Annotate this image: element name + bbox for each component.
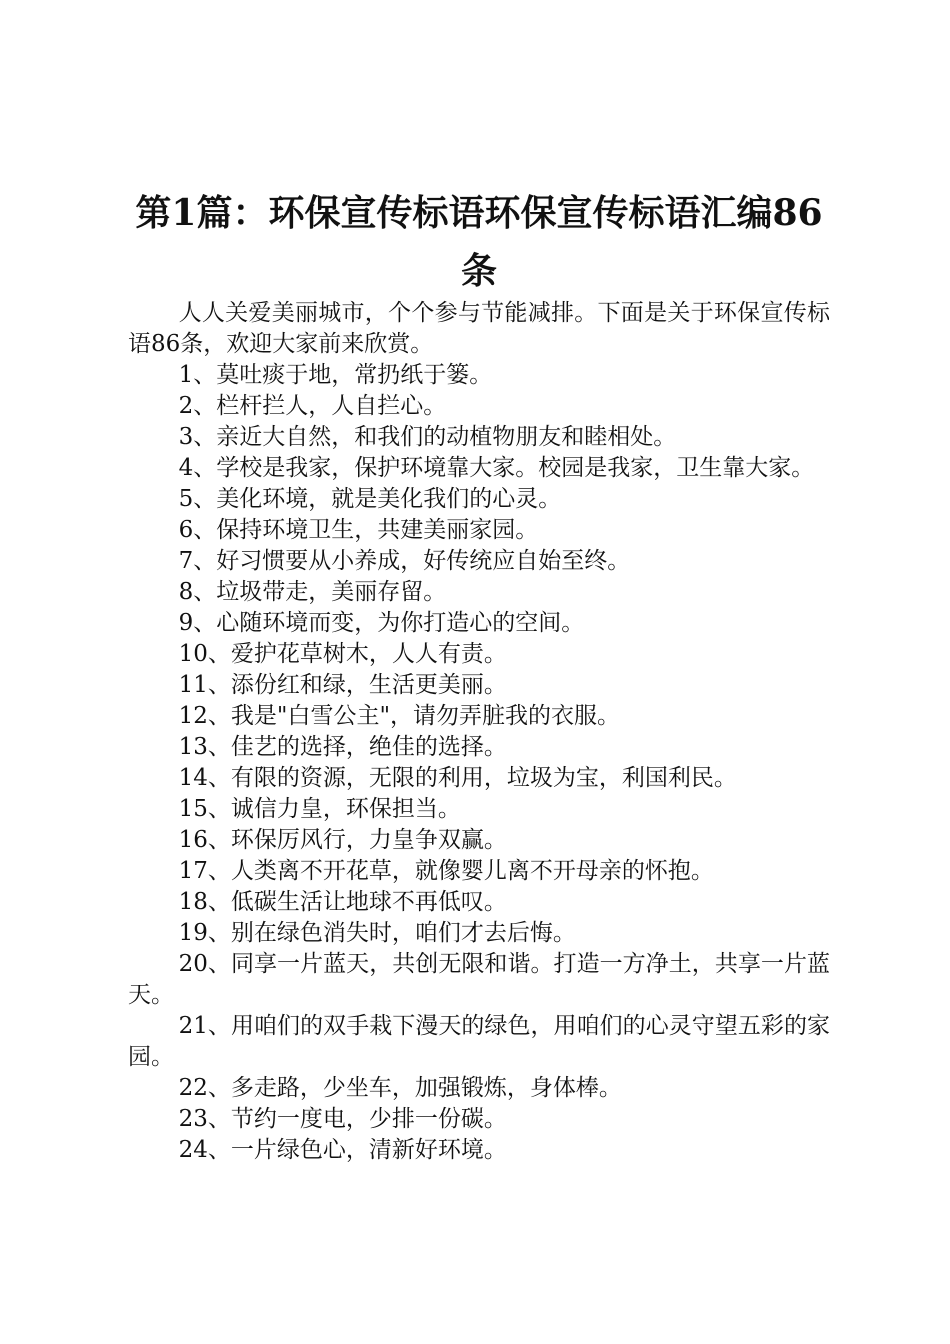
intro-paragraph: 人人关爱美丽城市，个个参与节能减排。下面是关于环保宣传标语86条，欢迎大家前来欣赏。 [128, 300, 830, 357]
list-item: 16、环保厉风行，力皇争双赢。 [178, 827, 507, 853]
list-item: 4、学校是我家，保护环境靠大家。校园是我家，卫生靠大家。 [178, 455, 815, 481]
list-item: 24、一片绿色心，清新好环境。 [178, 1137, 507, 1163]
list-item: 5、美化环境，就是美化我们的心灵。 [178, 486, 562, 512]
list-item: 6、保持环境卫生，共建美丽家园。 [178, 517, 539, 543]
list-item: 8、垃圾带走，美丽存留。 [178, 579, 447, 605]
page-title: 第1篇：环保宣传标语环保宣传标语汇编86条 [135, 192, 823, 292]
list-item: 17、人类离不开花草，就像婴儿离不开母亲的怀抱。 [178, 858, 714, 884]
list-item: 22、多走路，少坐车，加强锻炼，身体棒。 [178, 1075, 622, 1101]
list-item: 21、用咱们的双手栽下漫天的绿色，用咱们的心灵守望五彩的家园。 [128, 1013, 830, 1070]
list-item: 18、低碳生活让地球不再低叹。 [178, 889, 507, 915]
list-item: 3、亲近大自然，和我们的动植物朋友和睦相处。 [178, 424, 677, 450]
list-item: 1、莫吐痰于地，常扔纸于篓。 [178, 362, 493, 388]
list-item: 14、有限的资源，无限的利用，垃圾为宝，利国利民。 [178, 765, 737, 791]
list-item: 19、别在绿色消失时，咱们才去后悔。 [178, 920, 576, 946]
list-item: 11、添份红和绿，生活更美丽。 [178, 672, 507, 698]
list-item: 10、爱护花草树木，人人有责。 [178, 641, 507, 667]
list-item: 13、佳艺的选择，绝佳的选择。 [178, 734, 507, 760]
list-item: 2、栏杆拦人，人自拦心。 [178, 393, 447, 419]
list-item: 9、心随环境而变，为你打造心的空间。 [178, 610, 585, 636]
list-item: 15、诚信力皇，环保担当。 [178, 796, 461, 822]
list-item: 12、我是"白雪公主"，请勿弄脏我的衣服。 [178, 703, 621, 729]
list-item: 7、好习惯要从小养成，好传统应自始至终。 [178, 548, 631, 574]
document-body [128, 298, 830, 1166]
list-item: 20、同享一片蓝天，共创无限和谐。打造一方净土，共享一片蓝天。 [128, 951, 830, 1008]
list-item: 23、节约一度电，少排一份碳。 [178, 1106, 507, 1132]
